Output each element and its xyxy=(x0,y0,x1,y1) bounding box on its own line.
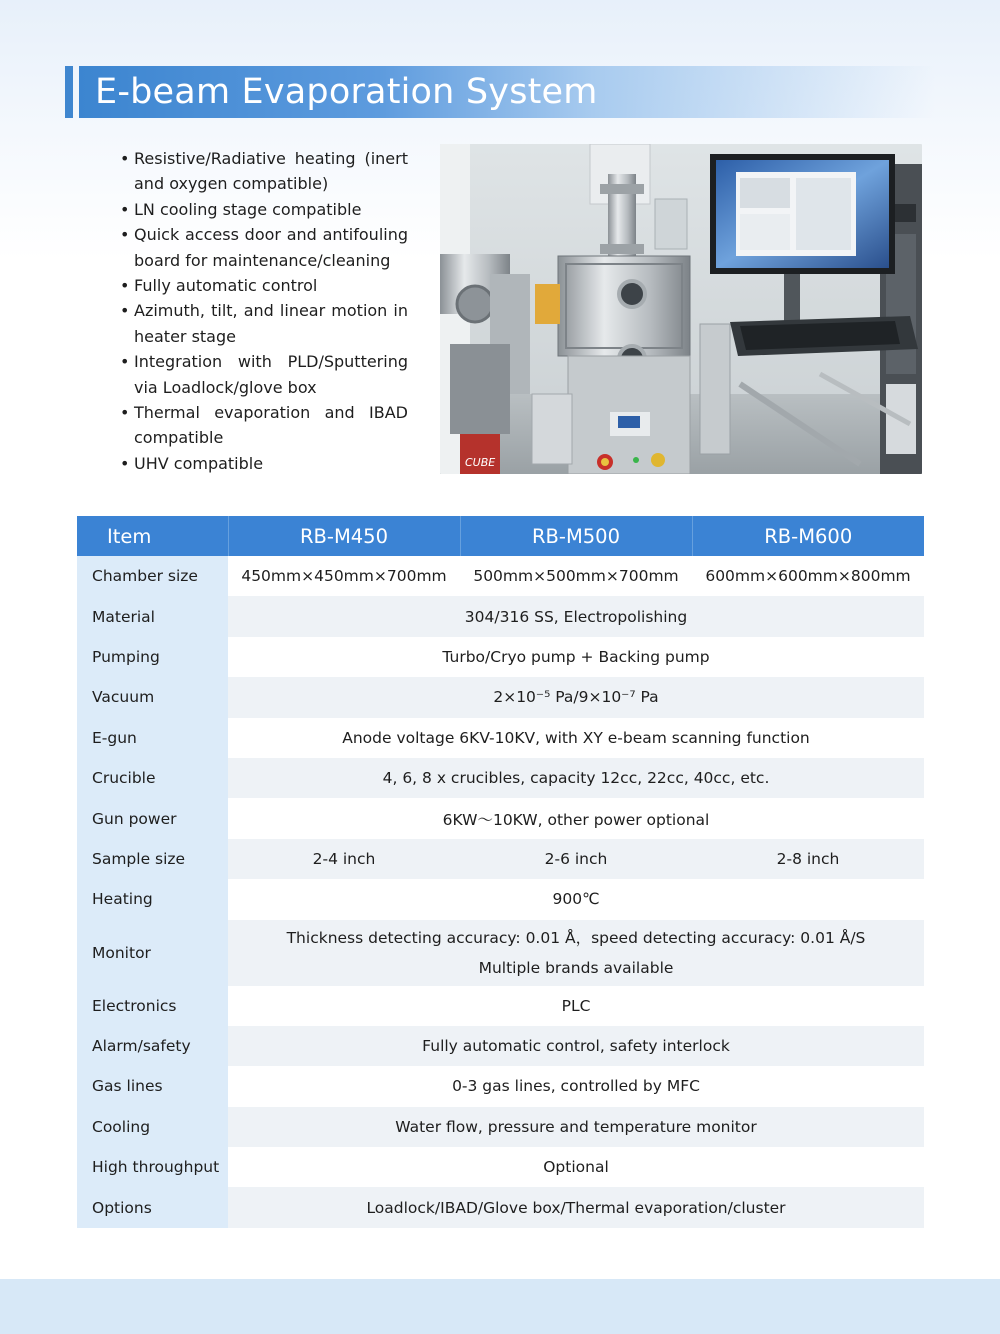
cell-value: Optional xyxy=(228,1147,924,1187)
title-background xyxy=(79,66,935,118)
feature-item xyxy=(120,222,408,273)
feature-item xyxy=(120,298,408,349)
cell-value: 2-8 inch xyxy=(692,839,924,879)
cell-value: 450mm×450mm×700mm xyxy=(228,556,460,596)
row-label: Monitor xyxy=(77,920,228,986)
row-label: Electronics xyxy=(77,986,228,1026)
cell-value: Water flow, pressure and temperature monitor xyxy=(228,1107,924,1147)
cell-value: 500mm×500mm×700mm xyxy=(460,556,692,596)
row-label: Gas lines xyxy=(77,1066,228,1106)
table-row xyxy=(77,556,924,596)
bullet-icon: • xyxy=(120,453,130,473)
feature-item xyxy=(120,273,408,298)
feature-text: Azimuth, tilt, and linear motion in heater stage xyxy=(134,301,408,346)
system-photo-illustration xyxy=(440,144,922,474)
table-row xyxy=(77,637,924,677)
feature-text: UHV compatible xyxy=(134,453,264,473)
cell-value: 0-3 gas lines, controlled by MFC xyxy=(228,1066,924,1106)
feature-text: Integration with PLD/Sputtering via Loadlock/glove box xyxy=(134,352,408,397)
row-label: Pumping xyxy=(77,637,228,677)
table-row xyxy=(77,1107,924,1147)
row-label: Options xyxy=(77,1187,228,1227)
spec-table xyxy=(77,516,924,1228)
cell-value: 2×10⁻⁵ Pa/9×10⁻⁷ Pa xyxy=(228,677,924,717)
bullet-icon: • xyxy=(120,199,130,219)
header-rb-m500: RB-M500 xyxy=(460,516,692,556)
feature-item xyxy=(120,451,408,476)
title-accent-bar xyxy=(65,66,73,118)
cell-value: Loadlock/IBAD/Glove box/Thermal evaporation/cluster xyxy=(228,1187,924,1227)
bullet-icon: • xyxy=(120,352,130,372)
header-item: Item xyxy=(77,516,228,556)
cell-value: Turbo/Cryo pump + Backing pump xyxy=(228,637,924,677)
row-label: Alarm/safety xyxy=(77,1026,228,1066)
feature-item xyxy=(120,400,408,451)
feature-item xyxy=(120,197,408,222)
row-label: Sample size xyxy=(77,839,228,879)
row-label: Vacuum xyxy=(77,677,228,717)
row-label: Heating xyxy=(77,879,228,919)
row-label: Chamber size xyxy=(77,556,228,596)
table-row xyxy=(77,1187,924,1227)
cell-value: 2-4 inch xyxy=(228,839,460,879)
table-row xyxy=(77,920,924,986)
feature-text: Quick access door and antifouling board for maintenance/cleaning xyxy=(134,225,408,270)
table-row xyxy=(77,677,924,717)
table-row xyxy=(77,879,924,919)
cell-value: 304/316 SS, Electropolishing xyxy=(228,596,924,636)
feature-item xyxy=(120,146,408,197)
cell-value: 600mm×600mm×800mm xyxy=(692,556,924,596)
table-row xyxy=(77,758,924,798)
footer-band xyxy=(0,1279,1000,1334)
title-banner xyxy=(65,66,935,118)
row-label: High throughput xyxy=(77,1147,228,1187)
table-row xyxy=(77,986,924,1026)
feature-text: Resistive/Radiative heating (inert and oxygen compatible) xyxy=(134,149,408,194)
table-row xyxy=(77,798,924,838)
monitor-line-2: Multiple brands available xyxy=(478,958,674,977)
cell-value: 4, 6, 8 x crucibles, capacity 12cc, 22cc, 40cc, etc. xyxy=(228,758,924,798)
cell-value: Fully automatic control, safety interlock xyxy=(228,1026,924,1066)
monitor-line-1: Thickness detecting accuracy: 0.01 Å，speed detecting accuracy: 0.01 Å/S xyxy=(286,928,866,947)
header-rb-m450: RB-M450 xyxy=(228,516,460,556)
bullet-icon: • xyxy=(120,276,130,296)
bullet-icon: • xyxy=(120,301,130,321)
row-label: Cooling xyxy=(77,1107,228,1147)
feature-item xyxy=(120,349,408,400)
feature-text: Thermal evaporation and IBAD compatible xyxy=(134,403,408,448)
table-row xyxy=(77,1066,924,1106)
table-row xyxy=(77,839,924,879)
feature-text: Fully automatic control xyxy=(134,276,318,296)
feature-list xyxy=(120,146,408,476)
table-row xyxy=(77,596,924,636)
cell-value: PLC xyxy=(228,986,924,1026)
cell-value: Anode voltage 6KV-10KV, with XY e-beam scanning function xyxy=(228,718,924,758)
header-rb-m600: RB-M600 xyxy=(692,516,924,556)
bullet-icon: • xyxy=(120,225,130,245)
cell-value xyxy=(228,920,924,986)
table-header-row xyxy=(77,516,924,556)
table-row xyxy=(77,1147,924,1187)
bullet-icon: • xyxy=(120,403,130,423)
row-label: Material xyxy=(77,596,228,636)
row-label: Gun power xyxy=(77,798,228,838)
cell-value: 2-6 inch xyxy=(460,839,692,879)
row-label: E-gun xyxy=(77,718,228,758)
cell-value: 6KW～10KW, other power optional xyxy=(228,798,924,838)
machine-label: CUBE xyxy=(465,456,496,469)
page-title: E-beam Evaporation System xyxy=(95,72,598,112)
table-row xyxy=(77,1026,924,1066)
bullet-icon: • xyxy=(120,149,130,168)
cell-value: 900℃ xyxy=(228,879,924,919)
row-label: Crucible xyxy=(77,758,228,798)
system-photo xyxy=(440,144,922,474)
table-row xyxy=(77,718,924,758)
feature-text: LN cooling stage compatible xyxy=(134,199,362,219)
